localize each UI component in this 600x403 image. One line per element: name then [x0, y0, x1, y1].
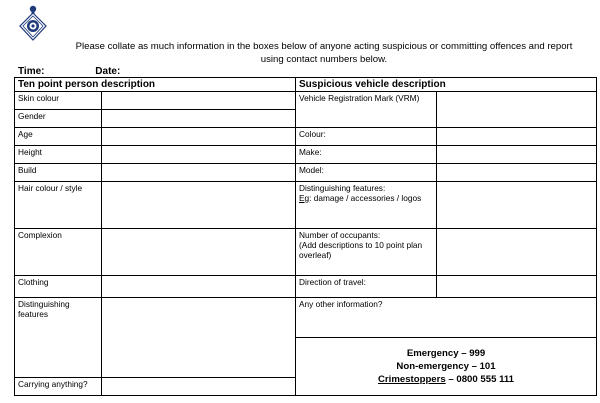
vehicle-distinguishing-title: Distinguishing features:: [299, 183, 386, 193]
age-field[interactable]: [102, 128, 296, 146]
distinguishing-features-label: Distinguishing features: [15, 298, 102, 338]
clothing-field[interactable]: [102, 276, 296, 298]
non-emergency-number: Non-emergency – 101: [396, 361, 496, 372]
carrying-anything-field[interactable]: [102, 378, 296, 396]
eg-abbrev: Eg: [299, 193, 310, 203]
clothing-label: Clothing: [15, 276, 102, 298]
direction-label: Direction of travel:: [296, 276, 437, 298]
vehicle-distinguishing-example: [299, 193, 433, 203]
age-label: Age: [15, 128, 102, 146]
model-field[interactable]: [437, 164, 597, 182]
height-field[interactable]: [102, 146, 296, 164]
make-field[interactable]: [437, 146, 597, 164]
police-crest-icon: [18, 4, 48, 42]
time-label: Time:: [18, 66, 45, 77]
instructions-line-2: using contact numbers below.: [260, 54, 388, 65]
crimestoppers-phone: – 0800 555 111: [445, 374, 515, 385]
eg-text: : damage / accessories / logos: [309, 193, 422, 203]
build-field[interactable]: [102, 164, 296, 182]
skin-colour-field[interactable]: [102, 92, 296, 110]
other-information-field[interactable]: [296, 298, 597, 338]
contact-numbers: [296, 338, 597, 396]
skin-colour-label: Skin colour: [15, 92, 102, 110]
distinguishing-features-extra-field[interactable]: [102, 338, 296, 378]
build-label: Build: [15, 164, 102, 182]
instructions-line-1: Please collate as much information in the boxes below of anyone acting suspicious or committing offences and report: [75, 41, 573, 52]
colour-label: Colour:: [296, 128, 437, 146]
instructions: [40, 40, 600, 66]
occupants-label: Number of occupants: (Add descriptions to 10 point plan overleaf): [296, 229, 437, 276]
complexion-field[interactable]: [102, 229, 296, 276]
gender-field[interactable]: [102, 110, 296, 128]
height-label: Height: [15, 146, 102, 164]
time-date-line: [18, 66, 168, 77]
emergency-number: Emergency – 999: [406, 348, 486, 359]
model-label: Model:: [296, 164, 437, 182]
direction-field[interactable]: [437, 276, 597, 298]
crimestoppers-number: [299, 373, 593, 386]
vrm-field[interactable]: [437, 92, 597, 128]
gender-label: Gender: [15, 110, 102, 128]
make-label: Make:: [296, 146, 437, 164]
hair-label: Hair colour / style: [15, 182, 102, 229]
vehicle-distinguishing-field[interactable]: [437, 182, 597, 229]
vehicle-description-heading: Suspicious vehicle description: [296, 78, 597, 92]
distinguishing-features-field[interactable]: [102, 298, 296, 338]
carrying-anything-label: Carrying anything?: [15, 378, 102, 396]
distinguishing-features-extra: [15, 338, 102, 378]
vehicle-distinguishing-label: [296, 182, 437, 229]
crimestoppers-name: Crimestoppers: [378, 374, 446, 385]
occupants-field[interactable]: [437, 229, 597, 276]
complexion-label: Complexion: [15, 229, 102, 276]
person-description-heading: Ten point person description: [15, 78, 296, 92]
hair-field[interactable]: [102, 182, 296, 229]
colour-field[interactable]: [437, 128, 597, 146]
date-label: Date:: [95, 66, 121, 77]
other-information-label: Any other information?: [299, 299, 383, 309]
vrm-label: Vehicle Registration Mark (VRM): [296, 92, 437, 128]
report-form-table: [14, 77, 597, 396]
